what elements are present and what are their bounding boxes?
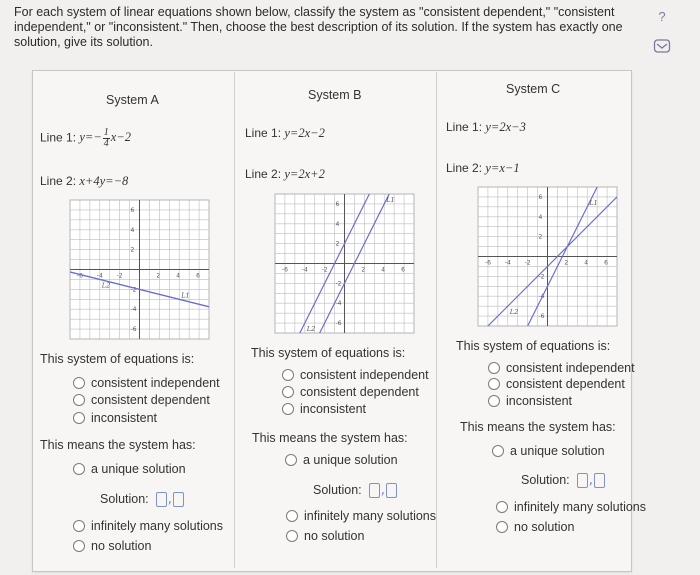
instructions-text: For each system of linear equations shown below, classify the system as "consistent dependent," "consistent independent," or "inconsistent." Then, choose the best description of its solution. If the system has exactly one solution, give its solution. bbox=[14, 5, 623, 49]
y-tick-label: -6 bbox=[538, 313, 545, 321]
x-tick-label: -6 bbox=[281, 266, 288, 274]
system-c-option-unique[interactable]: a unique solution bbox=[492, 444, 605, 458]
x-tick-label: -4 bbox=[504, 259, 511, 267]
help-icon[interactable]: ? bbox=[658, 9, 666, 24]
line-label-1: L1 bbox=[589, 198, 598, 207]
x-tick-label: 4 bbox=[381, 266, 386, 274]
x-tick-label: -6 bbox=[76, 272, 83, 280]
radio-icon[interactable] bbox=[488, 395, 500, 407]
system-c-graph[interactable] bbox=[475, 184, 620, 329]
system-a-option-consistent-independent[interactable]: consistent independent bbox=[73, 376, 220, 390]
solution-input[interactable]: , bbox=[576, 472, 606, 488]
x-tick-label: -2 bbox=[321, 266, 328, 274]
x-tick-label: -4 bbox=[96, 272, 103, 280]
system-c-classify-prompt: This system of equations is: bbox=[456, 339, 611, 353]
system-a-option-none[interactable]: no solution bbox=[73, 539, 151, 553]
system-c-line1: Line 1: y=2x−3 bbox=[446, 120, 526, 134]
system-a-graph[interactable] bbox=[67, 197, 212, 342]
y-tick-label: 4 bbox=[130, 226, 135, 234]
x-tick-label: 2 bbox=[156, 272, 161, 280]
system-c-option-none[interactable]: no solution bbox=[496, 520, 574, 534]
radio-icon[interactable] bbox=[282, 403, 294, 415]
system-c-option-consistent-dependent[interactable]: consistent dependent bbox=[488, 377, 625, 391]
radio-icon[interactable] bbox=[73, 412, 85, 424]
y-tick-label: 4 bbox=[538, 213, 543, 221]
system-b-option-infinite[interactable]: infinitely many solutions bbox=[286, 509, 436, 523]
column-divider bbox=[436, 72, 437, 568]
y-tick-label: 2 bbox=[130, 246, 135, 254]
y-tick-label: 2 bbox=[538, 233, 543, 241]
y-tick-label: -2 bbox=[335, 280, 342, 288]
radio-icon[interactable] bbox=[73, 520, 85, 532]
y-tick-label: -2 bbox=[538, 273, 545, 281]
mail-icon[interactable] bbox=[653, 38, 671, 54]
solution-input[interactable]: , bbox=[155, 491, 185, 507]
system-c-option-consistent-independent[interactable]: consistent independent bbox=[488, 361, 635, 375]
radio-icon[interactable] bbox=[73, 394, 85, 406]
x-tick-label: 6 bbox=[604, 259, 608, 267]
system-b-option-inconsistent[interactable]: inconsistent bbox=[282, 402, 366, 416]
system-c-line2: Line 2: y=x−1 bbox=[446, 161, 520, 175]
radio-icon[interactable] bbox=[285, 454, 297, 466]
radio-icon[interactable] bbox=[488, 378, 500, 390]
line-label-2: L2 bbox=[509, 308, 519, 317]
x-tick-label: -2 bbox=[524, 259, 531, 267]
system-a-option-consistent-dependent[interactable]: consistent dependent bbox=[73, 393, 210, 407]
radio-icon[interactable] bbox=[488, 362, 500, 374]
radio-icon[interactable] bbox=[73, 377, 85, 389]
system-b-option-none[interactable]: no solution bbox=[286, 529, 364, 543]
y-tick-label: -6 bbox=[130, 326, 137, 334]
y-tick-label: 6 bbox=[335, 200, 340, 208]
y-tick-label: 4 bbox=[335, 220, 340, 228]
radio-icon[interactable] bbox=[286, 510, 298, 522]
radio-icon[interactable] bbox=[73, 540, 85, 552]
y-tick-label: -4 bbox=[130, 306, 137, 314]
solution-x-box[interactable] bbox=[369, 483, 380, 498]
system-a-classify-prompt: This system of equations is: bbox=[40, 352, 195, 366]
line-label-1: L1 bbox=[181, 291, 190, 300]
line-label-2: L2 bbox=[306, 325, 316, 334]
solution-x-box[interactable] bbox=[156, 492, 167, 507]
y-tick-label: 6 bbox=[538, 193, 543, 201]
radio-icon[interactable] bbox=[496, 501, 508, 513]
system-a-solution: Solution: , bbox=[100, 491, 185, 507]
system-a-line2: Line 2: x+4y=−8 bbox=[40, 174, 129, 188]
system-c-option-infinite[interactable]: infinitely many solutions bbox=[496, 500, 646, 514]
system-c-solution: Solution: , bbox=[521, 472, 606, 488]
system-c-title: System C bbox=[506, 82, 561, 96]
solution-y-box[interactable] bbox=[386, 483, 397, 498]
y-tick-label: 2 bbox=[335, 240, 340, 248]
system-b-line2: Line 2: y=2x+2 bbox=[245, 167, 325, 181]
solution-y-box[interactable] bbox=[173, 492, 184, 507]
radio-icon[interactable] bbox=[286, 530, 298, 542]
system-a-line1: Line 1: y=− $\frac{1}{4}$ x−2 bbox=[40, 127, 132, 149]
system-b-line1: Line 1: y=2x−2 bbox=[245, 126, 325, 140]
y-tick-label: -6 bbox=[335, 320, 342, 328]
system-c-means-prompt: This means the system has: bbox=[460, 420, 616, 434]
system-a-means-prompt: This means the system has: bbox=[40, 438, 196, 452]
line-label-1: L1 bbox=[386, 195, 395, 204]
system-b-solution: Solution: , bbox=[313, 482, 398, 498]
solution-x-box[interactable] bbox=[577, 473, 588, 488]
x-tick-label: 2 bbox=[361, 266, 366, 274]
system-b-means-prompt: This means the system has: bbox=[252, 431, 408, 445]
system-a-option-infinite[interactable]: infinitely many solutions bbox=[73, 519, 223, 533]
x-tick-label: 6 bbox=[401, 266, 405, 274]
system-a-option-inconsistent[interactable]: inconsistent bbox=[73, 411, 157, 425]
system-b-option-unique[interactable]: a unique solution bbox=[285, 453, 398, 467]
x-tick-label: -2 bbox=[116, 272, 123, 280]
radio-icon[interactable] bbox=[282, 386, 294, 398]
solution-input[interactable]: , bbox=[368, 482, 398, 498]
radio-icon[interactable] bbox=[282, 369, 294, 381]
y-tick-label: -4 bbox=[335, 300, 342, 308]
x-tick-label: -4 bbox=[301, 266, 308, 274]
x-tick-label: 2 bbox=[564, 259, 569, 267]
radio-icon[interactable] bbox=[496, 521, 508, 533]
y-tick-label: -2 bbox=[130, 286, 137, 294]
system-b-classify-prompt: This system of equations is: bbox=[251, 346, 406, 360]
y-tick-label: -4 bbox=[538, 293, 545, 301]
radio-icon[interactable] bbox=[492, 445, 504, 457]
system-b-graph[interactable] bbox=[272, 191, 417, 336]
x-tick-label: 4 bbox=[584, 259, 589, 267]
system-a-option-unique[interactable]: a unique solution bbox=[73, 462, 186, 476]
system-a-title: System A bbox=[106, 93, 159, 107]
system-c-option-inconsistent[interactable]: inconsistent bbox=[488, 394, 572, 408]
system-b-title: System B bbox=[308, 88, 362, 102]
solution-y-box[interactable] bbox=[594, 473, 605, 488]
x-tick-label: 4 bbox=[176, 272, 181, 280]
y-tick-label: 6 bbox=[130, 206, 135, 214]
x-tick-label: -6 bbox=[484, 259, 491, 267]
system-b-option-consistent-independent[interactable]: consistent independent bbox=[282, 368, 429, 382]
column-divider bbox=[234, 72, 235, 568]
system-b-option-consistent-dependent[interactable]: consistent dependent bbox=[282, 385, 419, 399]
x-tick-label: 6 bbox=[196, 272, 200, 280]
line-label-2: L2 bbox=[101, 281, 111, 290]
radio-icon[interactable] bbox=[73, 463, 85, 475]
